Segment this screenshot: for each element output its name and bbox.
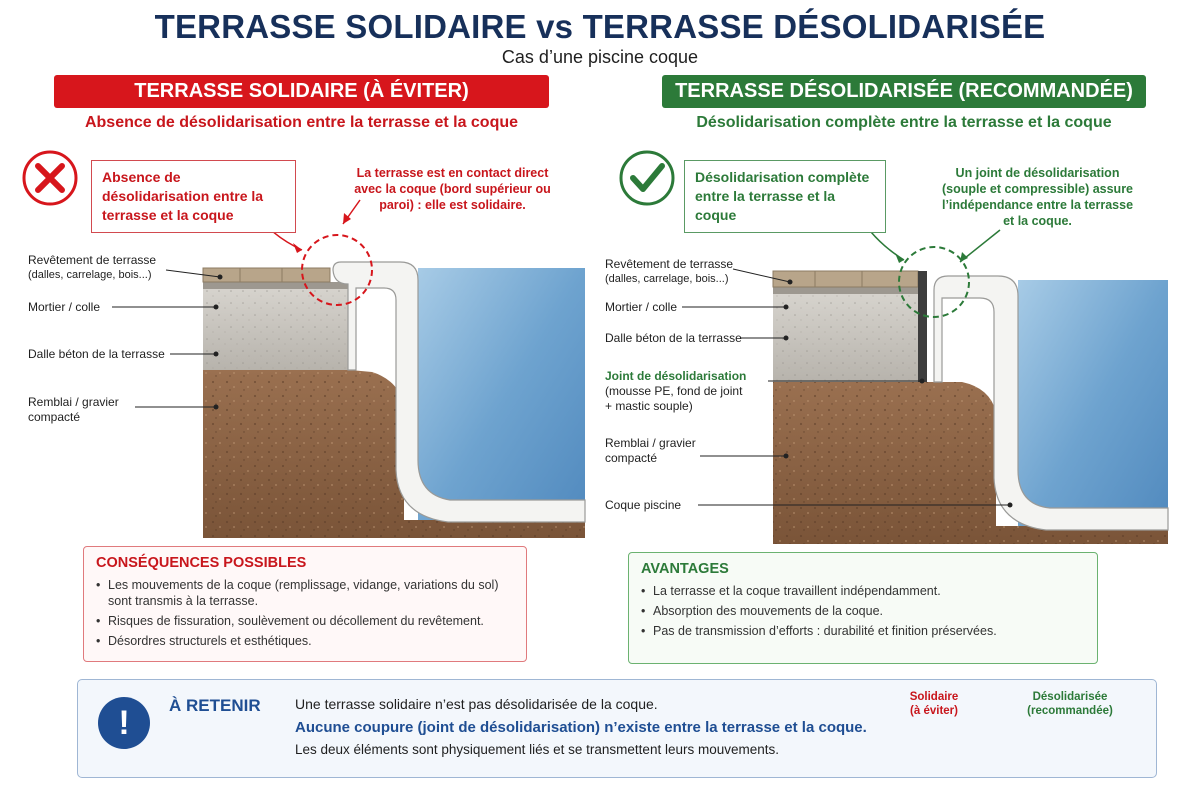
- label-remblai-left: [28, 395, 148, 425]
- note-solidaire: La terrasse est en contact direct avec la coque (bord supérieur ou paroi) : elle est solidaire.: [354, 166, 551, 212]
- label-title: Remblai / gravier: [605, 436, 696, 450]
- banner-desolidarisee: TERRASSE DÉSOLIDARISÉE (RECOMMANDÉE): [662, 75, 1146, 108]
- consequences-panel: [83, 546, 527, 662]
- advantages-panel: [628, 552, 1098, 664]
- consequence-item: • Les mouvements de la coque (remplissage, vidange, variations du sol) sont transmis à la terrasse.: [96, 577, 514, 609]
- retenir-title: À RETENIR: [169, 696, 261, 715]
- label-title: Joint de désolidarisation: [605, 369, 747, 383]
- label-detail: compacté: [605, 451, 658, 465]
- label-title: Revêtement de terrasse: [28, 253, 157, 267]
- label-dalle-right: Dalle béton de la terrasse: [605, 331, 742, 345]
- label-detail: (dalles, carrelage, bois...): [605, 273, 729, 285]
- retenir-line-3: Les deux éléments sont physiquement liés et se transmettent leurs mouvements.: [295, 742, 779, 757]
- callout-desolidarisee: Désolidarisation complète entre la terrasse et la coque: [684, 160, 886, 233]
- mini-label-line: (recommandée): [1027, 705, 1113, 717]
- label-title: Remblai / gravier: [28, 395, 119, 409]
- page-subtitle: Cas d’une piscine coque: [501, 47, 699, 67]
- advantage-item: • Pas de transmission d’efforts : durabilité et finition préservées.: [641, 623, 1085, 639]
- consequence-item: • Risques de fissuration, soulèvement ou décollement du revêtement.: [96, 613, 514, 629]
- label-title: Revêtement de terrasse: [605, 257, 734, 271]
- label-detail-2: + mastic souple): [605, 399, 693, 413]
- advantage-item: • La terrasse et la coque travaillent indépendamment.: [641, 583, 1085, 599]
- mini-label-line: Désolidarisée: [1032, 691, 1108, 703]
- callout-solidaire: Absence de désolidarisation entre la terrasse et la coque: [91, 160, 296, 233]
- consequences-title: CONSÉQUENCES POSSIBLES: [96, 555, 307, 571]
- subtitle-desolidarisee: Désolidarisation complète entre la terrasse et la coque: [696, 114, 1112, 131]
- label-coque-right: Coque piscine: [605, 498, 682, 512]
- label-mortier-right: Mortier / colle: [605, 300, 678, 314]
- check-icon: [621, 152, 673, 204]
- consequences-list: [96, 577, 514, 649]
- retenir-line-2: Aucune coupure (joint de désolidarisation) n’existe entre la terrasse et la coque.: [295, 719, 867, 736]
- consequence-item: • Désordres structurels et esthétiques.: [96, 633, 514, 649]
- retenir-line-1: Une terrasse solidaire n’est pas désolidarisée de la coque.: [295, 696, 658, 712]
- label-revetement-right: [605, 257, 755, 287]
- label-remblai-right: [605, 436, 725, 466]
- page-title: TERRASSE SOLIDAIRE vs TERRASSE DÉSOLIDARISÉE: [154, 8, 1046, 45]
- label-detail: (mousse PE, fond de joint: [605, 384, 743, 398]
- label-detail: (dalles, carrelage, bois...): [28, 269, 152, 281]
- advantages-title: AVANTAGES: [641, 561, 729, 577]
- advantage-item: • Absorption des mouvements de la coque.: [641, 603, 1085, 619]
- subtitle-solidaire: Absence de désolidarisation entre la terrasse et la coque: [84, 114, 519, 131]
- mini-label-line: Solidaire: [909, 691, 959, 703]
- mini-label-desolidarisee: [1015, 690, 1125, 718]
- diagram-solidaire: [112, 200, 585, 538]
- label-joint-right: [605, 369, 770, 414]
- label-mortier-left: Mortier / colle: [28, 300, 101, 314]
- banner-solidaire: TERRASSE SOLIDAIRE (À ÉVITER): [54, 75, 549, 108]
- label-revetement-left: [28, 253, 178, 283]
- mini-label-line: (à éviter): [910, 705, 958, 717]
- note-desolidarisee: Un joint de désolidarisation (souple et compressible) assure l’indépendance entre la terrasse et la coque.: [941, 166, 1134, 228]
- advantages-list: [641, 583, 1085, 639]
- mini-label-solidaire: [885, 690, 983, 718]
- label-detail: compacté: [28, 410, 81, 424]
- cross-icon: [24, 152, 76, 204]
- exclamation-icon: !: [98, 697, 150, 749]
- label-dalle-left: Dalle béton de la terrasse: [28, 347, 165, 361]
